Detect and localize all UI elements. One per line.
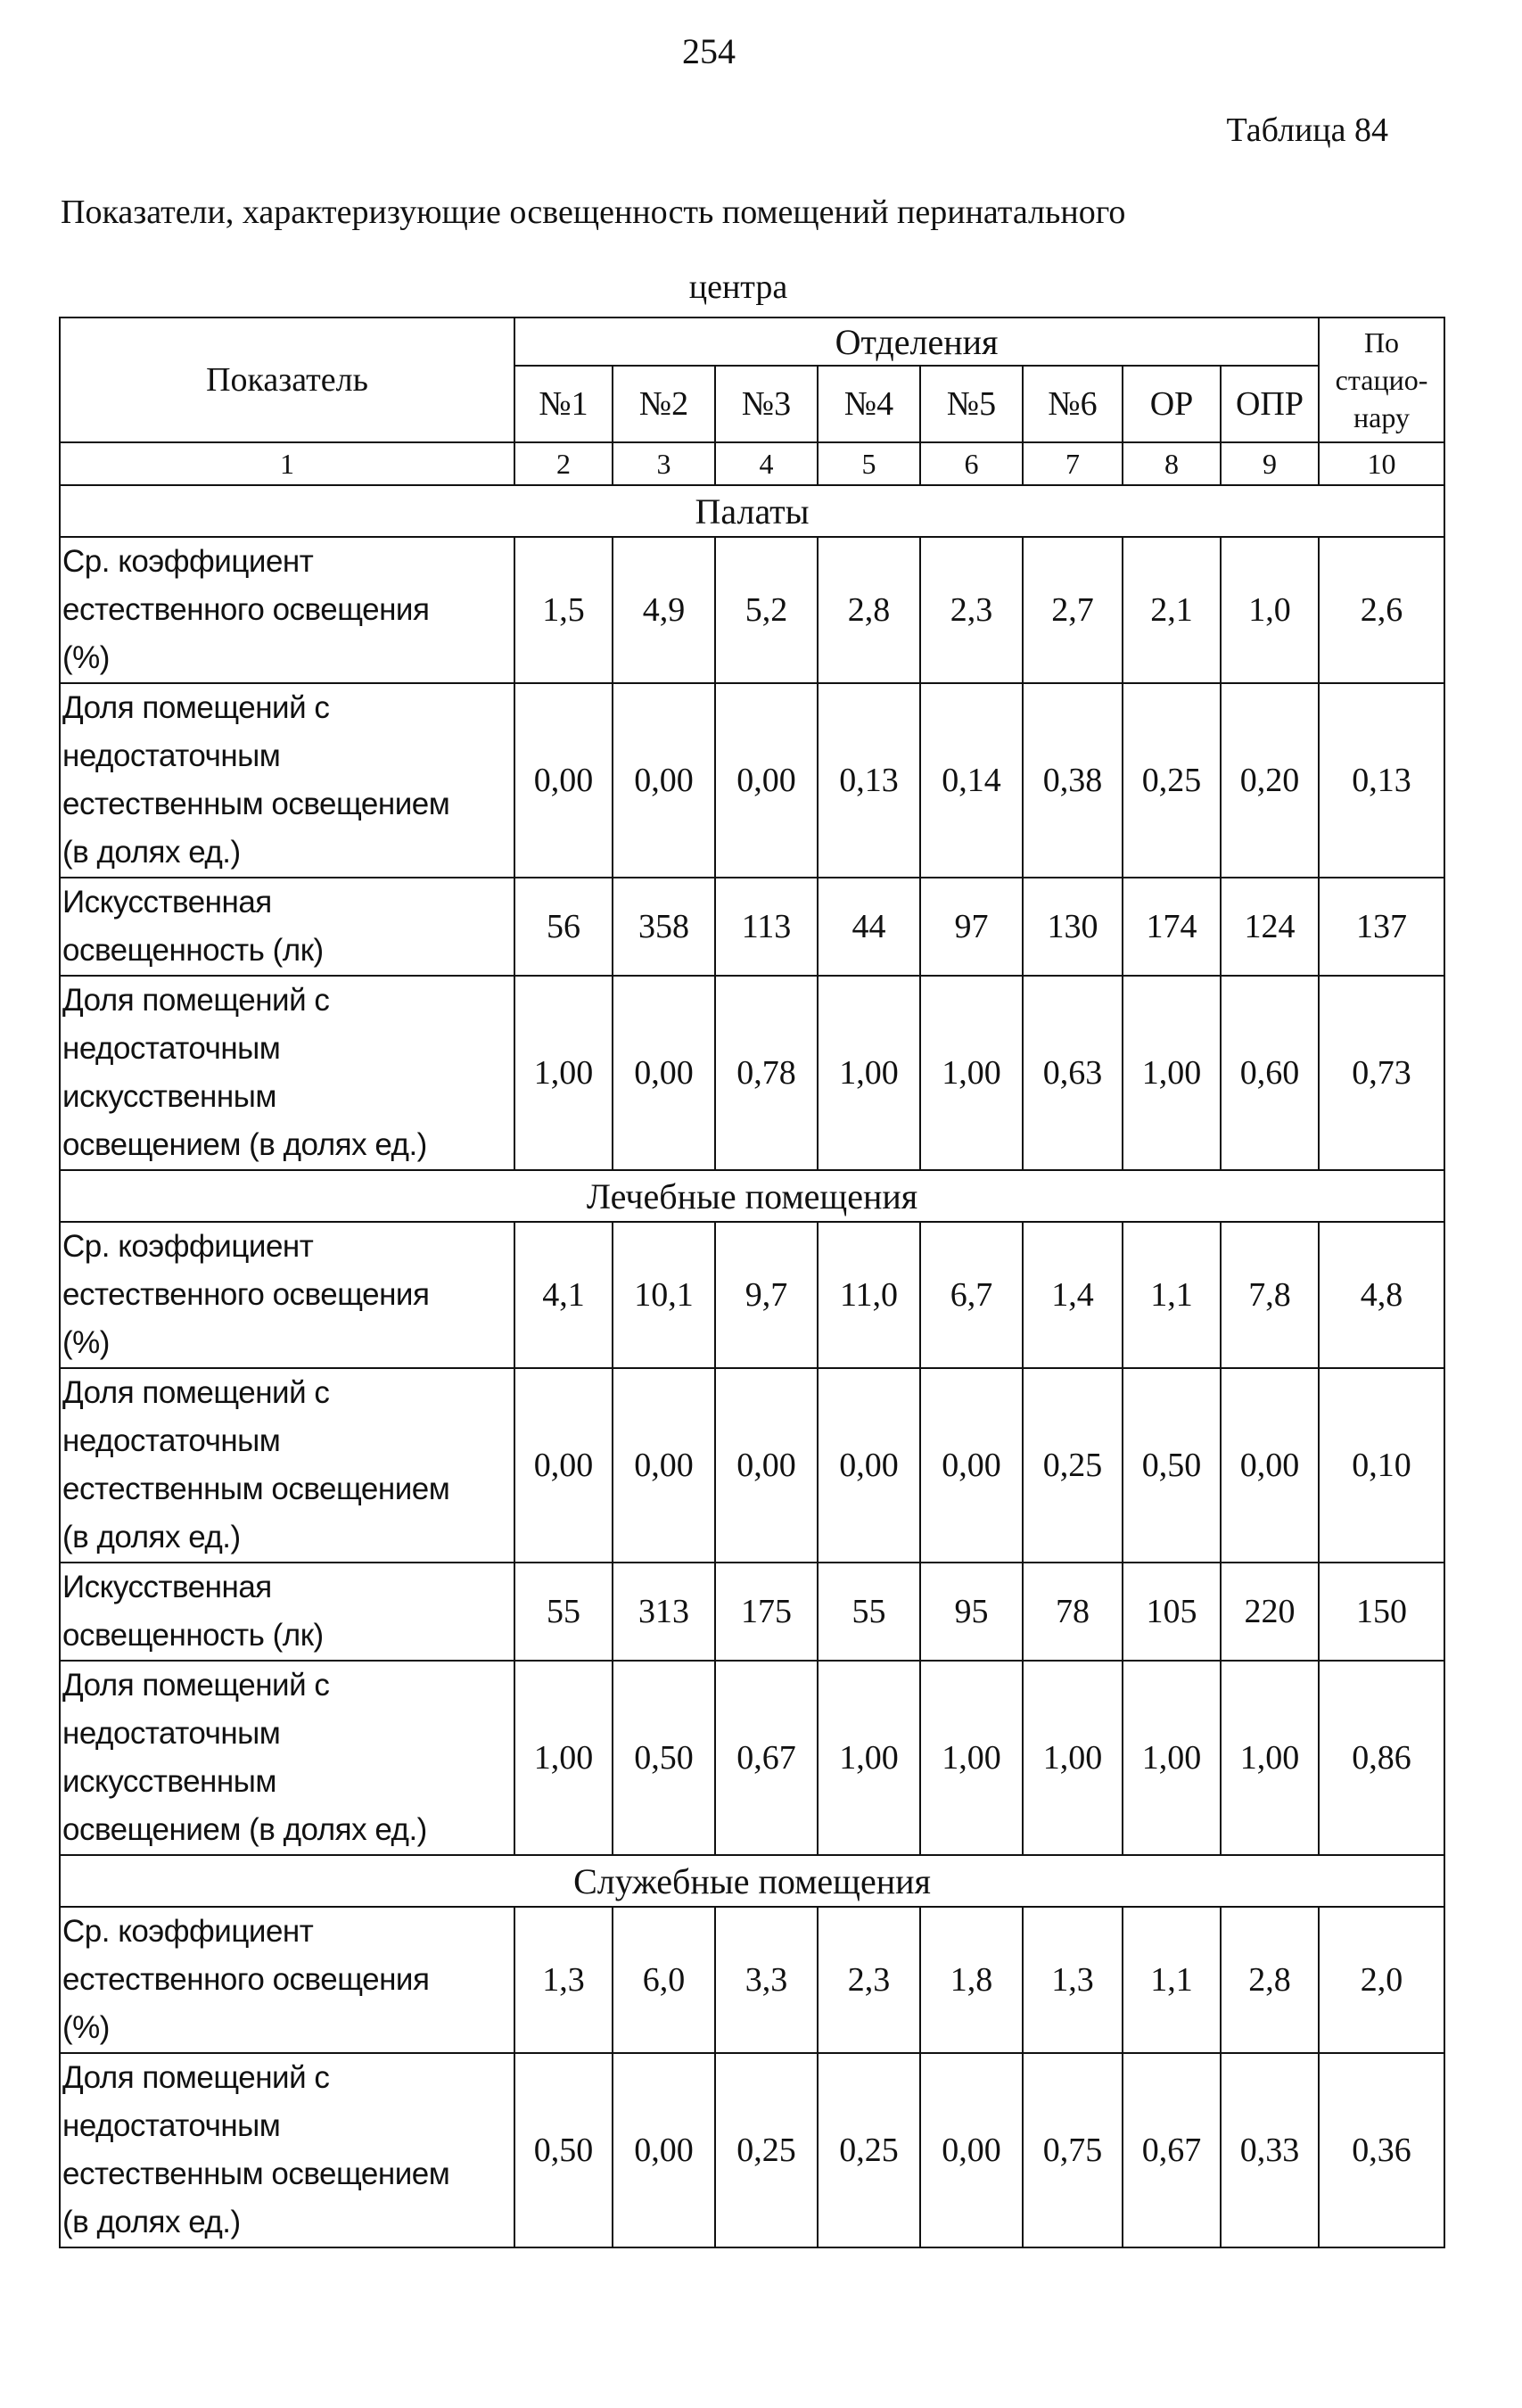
value-cell: 0,00 bbox=[613, 976, 715, 1170]
section-title: Лечебные помещения bbox=[60, 1170, 1444, 1222]
value-cell: 0,10 bbox=[1319, 1368, 1444, 1563]
value-cell: 0,25 bbox=[818, 2053, 920, 2247]
value-cell: 0,60 bbox=[1221, 976, 1319, 1170]
value-cell: 0,73 bbox=[1319, 976, 1444, 1170]
row-label-line: (%) bbox=[62, 2010, 110, 2045]
row-label-line: естественного освещения bbox=[62, 1962, 430, 1997]
page-number: 254 bbox=[682, 31, 736, 71]
value-cell: 358 bbox=[613, 878, 715, 976]
row-label-line: Ср. коэффициент bbox=[62, 544, 314, 579]
value-cell: 220 bbox=[1221, 1563, 1319, 1661]
value-cell: 1,00 bbox=[1123, 1661, 1221, 1855]
row-label-line: Доля помещений с bbox=[62, 690, 330, 725]
value-cell: 1,00 bbox=[920, 1661, 1023, 1855]
row-label-line: (в долях ед.) bbox=[62, 835, 241, 870]
value-cell: 1,00 bbox=[920, 976, 1023, 1170]
row-label-line: естественным освещением bbox=[62, 1472, 450, 1506]
value-cell: 2,8 bbox=[1221, 1907, 1319, 2053]
value-cell: 44 bbox=[818, 878, 920, 976]
row-label-line: недостаточным bbox=[62, 738, 281, 773]
value-cell: 0,13 bbox=[1319, 683, 1444, 878]
caption-line-2: центра bbox=[688, 268, 788, 306]
table-row bbox=[60, 878, 1444, 976]
row-label bbox=[60, 1661, 514, 1855]
column-number-1: 1 bbox=[60, 442, 514, 485]
row-label bbox=[60, 537, 514, 683]
row-label-line: Доля помещений с bbox=[62, 2060, 330, 2095]
header-department-8: ОПР bbox=[1221, 366, 1319, 442]
value-cell: 0,33 bbox=[1221, 2053, 1319, 2247]
value-cell: 2,3 bbox=[920, 537, 1023, 683]
value-cell: 2,0 bbox=[1319, 1907, 1444, 2053]
table-row bbox=[60, 1661, 1444, 1855]
column-number-4: 4 bbox=[715, 442, 818, 485]
row-label-line: (в долях ед.) bbox=[62, 2205, 241, 2239]
table-row bbox=[60, 1907, 1444, 2053]
value-cell: 2,3 bbox=[818, 1907, 920, 2053]
row-label bbox=[60, 2053, 514, 2247]
value-cell: 11,0 bbox=[818, 1222, 920, 1368]
value-cell: 0,36 bbox=[1319, 2053, 1444, 2247]
value-cell: 5,2 bbox=[715, 537, 818, 683]
row-label-line: Доля помещений с bbox=[62, 1375, 330, 1410]
header-total bbox=[1319, 317, 1444, 442]
value-cell: 0,25 bbox=[715, 2053, 818, 2247]
value-cell: 1,00 bbox=[1123, 976, 1221, 1170]
value-cell: 0,13 bbox=[818, 683, 920, 878]
value-cell: 2,7 bbox=[1023, 537, 1123, 683]
value-cell: 1,4 bbox=[1023, 1222, 1123, 1368]
value-cell: 0,00 bbox=[920, 2053, 1023, 2247]
header-department-7: ОР bbox=[1123, 366, 1221, 442]
section-row bbox=[60, 1855, 1444, 1907]
value-cell: 0,67 bbox=[715, 1661, 818, 1855]
value-cell: 2,8 bbox=[818, 537, 920, 683]
column-number-row bbox=[60, 442, 1444, 485]
value-cell: 150 bbox=[1319, 1563, 1444, 1661]
value-cell: 0,14 bbox=[920, 683, 1023, 878]
header-total-line-1: По bbox=[1363, 326, 1400, 359]
table-row bbox=[60, 537, 1444, 683]
table-row bbox=[60, 1368, 1444, 1563]
value-cell: 56 bbox=[514, 878, 613, 976]
section-title: Палаты bbox=[60, 485, 1444, 537]
header-departments: Отделения bbox=[514, 317, 1319, 366]
table-row bbox=[60, 1222, 1444, 1368]
header-department-2: №2 bbox=[613, 366, 715, 442]
row-label-line: освещением (в долях ед.) bbox=[62, 1812, 427, 1847]
column-number-6: 6 bbox=[920, 442, 1023, 485]
row-label-line: искусственным bbox=[62, 1764, 276, 1799]
header-total-line-2: стацио- bbox=[1335, 364, 1428, 396]
value-cell: 0,63 bbox=[1023, 976, 1123, 1170]
value-cell: 97 bbox=[920, 878, 1023, 976]
value-cell: 1,00 bbox=[818, 976, 920, 1170]
value-cell: 55 bbox=[818, 1563, 920, 1661]
value-cell: 130 bbox=[1023, 878, 1123, 976]
row-label-line: Искусственная bbox=[62, 885, 272, 919]
value-cell: 124 bbox=[1221, 878, 1319, 976]
column-number-9: 9 bbox=[1221, 442, 1319, 485]
table-caption bbox=[61, 175, 1416, 325]
value-cell: 1,00 bbox=[514, 976, 613, 1170]
section-title: Служебные помещения bbox=[60, 1855, 1444, 1907]
value-cell: 9,7 bbox=[715, 1222, 818, 1368]
value-cell: 0,50 bbox=[1123, 1368, 1221, 1563]
row-label-line: естественного освещения bbox=[62, 592, 430, 627]
value-cell: 313 bbox=[613, 1563, 715, 1661]
header-indicator: Показатель bbox=[60, 317, 514, 442]
row-label-line: (%) bbox=[62, 640, 110, 675]
header-total-line-3: нару bbox=[1353, 401, 1410, 433]
value-cell: 1,3 bbox=[1023, 1907, 1123, 2053]
value-cell: 0,86 bbox=[1319, 1661, 1444, 1855]
value-cell: 0,25 bbox=[1023, 1368, 1123, 1563]
value-cell: 0,78 bbox=[715, 976, 818, 1170]
row-label-line: недостаточным bbox=[62, 1716, 281, 1751]
value-cell: 0,00 bbox=[920, 1368, 1023, 1563]
row-label-line: Доля помещений с bbox=[62, 983, 330, 1018]
table-label: Таблица 84 bbox=[1226, 111, 1388, 149]
header-department-6: №6 bbox=[1023, 366, 1123, 442]
value-cell: 0,50 bbox=[514, 2053, 613, 2247]
value-cell: 7,8 bbox=[1221, 1222, 1319, 1368]
row-label bbox=[60, 1368, 514, 1563]
value-cell: 10,1 bbox=[613, 1222, 715, 1368]
table-row bbox=[60, 1563, 1444, 1661]
section-row bbox=[60, 1170, 1444, 1222]
row-label-line: Искусственная bbox=[62, 1570, 272, 1604]
value-cell: 4,8 bbox=[1319, 1222, 1444, 1368]
column-number-10: 10 bbox=[1319, 442, 1444, 485]
row-label bbox=[60, 1222, 514, 1368]
value-cell: 0,67 bbox=[1123, 2053, 1221, 2247]
row-label-line: Ср. коэффициент bbox=[62, 1229, 314, 1264]
value-cell: 175 bbox=[715, 1563, 818, 1661]
table-row bbox=[60, 976, 1444, 1170]
value-cell: 1,1 bbox=[1123, 1907, 1221, 2053]
row-label-line: освещенность (лк) bbox=[62, 1618, 324, 1653]
value-cell: 1,00 bbox=[1221, 1661, 1319, 1855]
value-cell: 4,9 bbox=[613, 537, 715, 683]
header-department-1: №1 bbox=[514, 366, 613, 442]
header-department-3: №3 bbox=[715, 366, 818, 442]
row-label bbox=[60, 683, 514, 878]
column-number-2: 2 bbox=[514, 442, 613, 485]
row-label bbox=[60, 878, 514, 976]
row-label-line: естественного освещения bbox=[62, 1277, 430, 1312]
value-cell: 0,00 bbox=[715, 683, 818, 878]
row-label-line: недостаточным bbox=[62, 1031, 281, 1066]
value-cell: 3,3 bbox=[715, 1907, 818, 2053]
value-cell: 1,3 bbox=[514, 1907, 613, 2053]
value-cell: 113 bbox=[715, 878, 818, 976]
row-label-line: освещенность (лк) bbox=[62, 933, 324, 968]
column-number-5: 5 bbox=[818, 442, 920, 485]
value-cell: 0,00 bbox=[613, 683, 715, 878]
caption-line-1: Показатели, характеризующие освещенность помещений перинатального bbox=[61, 194, 1126, 231]
row-label-line: Доля помещений с bbox=[62, 1668, 330, 1703]
value-cell: 0,50 bbox=[613, 1661, 715, 1855]
value-cell: 6,0 bbox=[613, 1907, 715, 2053]
value-cell: 0,38 bbox=[1023, 683, 1123, 878]
row-label-line: естественным освещением bbox=[62, 787, 450, 821]
value-cell: 0,00 bbox=[1221, 1368, 1319, 1563]
header-department-4: №4 bbox=[818, 366, 920, 442]
value-cell: 0,00 bbox=[613, 2053, 715, 2247]
row-label bbox=[60, 1907, 514, 2053]
value-cell: 2,6 bbox=[1319, 537, 1444, 683]
value-cell: 4,1 bbox=[514, 1222, 613, 1368]
table-body bbox=[60, 485, 1444, 2247]
column-number-7: 7 bbox=[1023, 442, 1123, 485]
table-row bbox=[60, 683, 1444, 878]
value-cell: 1,00 bbox=[1023, 1661, 1123, 1855]
value-cell: 137 bbox=[1319, 878, 1444, 976]
value-cell: 6,7 bbox=[920, 1222, 1023, 1368]
row-label-line: недостаточным bbox=[62, 2108, 281, 2143]
header-department-5: №5 bbox=[920, 366, 1023, 442]
row-label-line: освещением (в долях ед.) bbox=[62, 1127, 427, 1162]
row-label-line: недостаточным bbox=[62, 1423, 281, 1458]
row-label bbox=[60, 1563, 514, 1661]
row-label-line: (в долях ед.) bbox=[62, 1520, 241, 1554]
value-cell: 1,8 bbox=[920, 1907, 1023, 2053]
value-cell: 1,00 bbox=[818, 1661, 920, 1855]
value-cell: 1,5 bbox=[514, 537, 613, 683]
column-number-3: 3 bbox=[613, 442, 715, 485]
lighting-table bbox=[59, 317, 1445, 2248]
value-cell: 1,00 bbox=[514, 1661, 613, 1855]
row-label-line: Ср. коэффициент bbox=[62, 1914, 314, 1949]
column-number-8: 8 bbox=[1123, 442, 1221, 485]
value-cell: 0,00 bbox=[514, 683, 613, 878]
value-cell: 0,00 bbox=[818, 1368, 920, 1563]
row-label-line: искусственным bbox=[62, 1079, 276, 1114]
value-cell: 105 bbox=[1123, 1563, 1221, 1661]
table-row bbox=[60, 2053, 1444, 2247]
row-label bbox=[60, 976, 514, 1170]
value-cell: 0,25 bbox=[1123, 683, 1221, 878]
value-cell: 0,00 bbox=[715, 1368, 818, 1563]
row-label-line: естественным освещением bbox=[62, 2156, 450, 2191]
value-cell: 1,0 bbox=[1221, 537, 1319, 683]
value-cell: 174 bbox=[1123, 878, 1221, 976]
value-cell: 0,00 bbox=[613, 1368, 715, 1563]
value-cell: 95 bbox=[920, 1563, 1023, 1661]
value-cell: 0,75 bbox=[1023, 2053, 1123, 2247]
row-label-line: (%) bbox=[62, 1325, 110, 1360]
value-cell: 0,00 bbox=[514, 1368, 613, 1563]
section-row bbox=[60, 485, 1444, 537]
value-cell: 78 bbox=[1023, 1563, 1123, 1661]
value-cell: 2,1 bbox=[1123, 537, 1221, 683]
value-cell: 55 bbox=[514, 1563, 613, 1661]
value-cell: 1,1 bbox=[1123, 1222, 1221, 1368]
value-cell: 0,20 bbox=[1221, 683, 1319, 878]
